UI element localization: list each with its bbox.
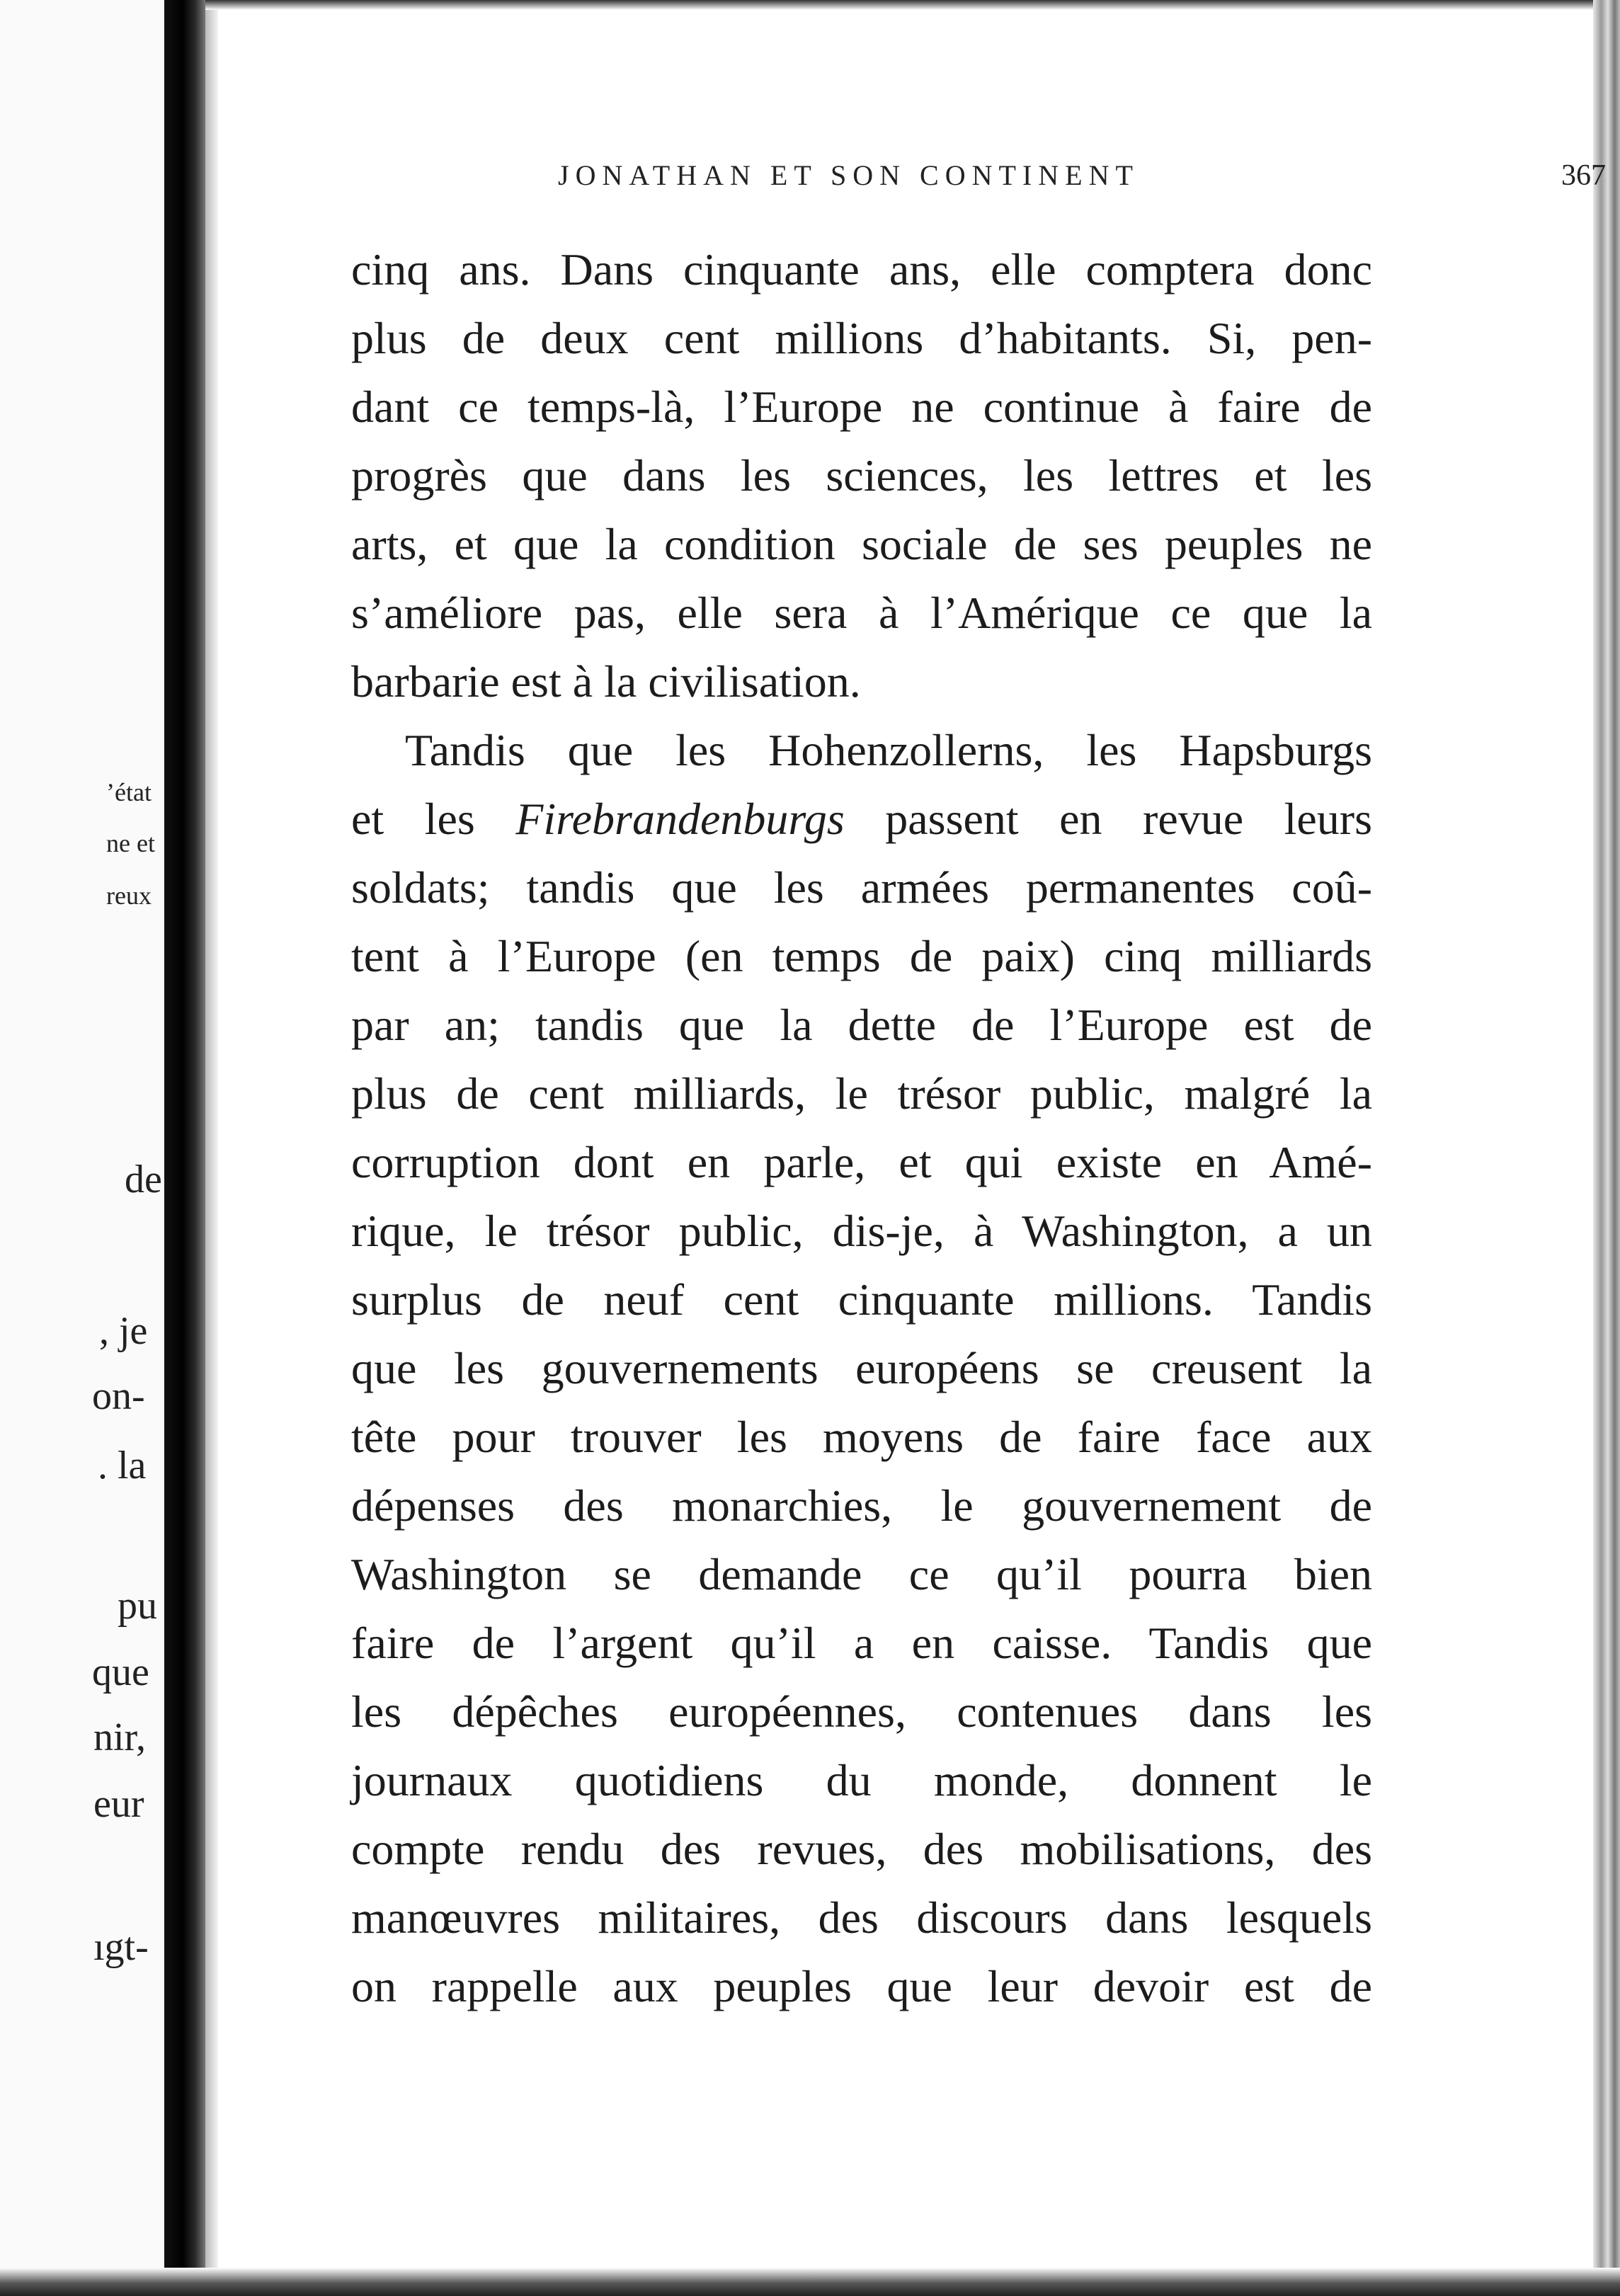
left-fragment: ’état — [106, 778, 152, 806]
book-gutter — [164, 0, 205, 2296]
text-line: progrès que dans les sciences, les lettres et les — [351, 450, 1372, 501]
text-line: dépenses des monarchies, le gouvernement de — [351, 1480, 1372, 1531]
right-page-edge — [1593, 0, 1620, 2296]
gutter-edge — [205, 0, 218, 2296]
left-fragment: de — [125, 1158, 162, 1201]
text-line: s’améliore pas, elle sera à l’Amérique ce que la — [351, 588, 1372, 638]
left-fragment: , je — [99, 1309, 148, 1353]
text-line: rique, le trésor public, dis-je, à Washington, a un — [351, 1206, 1372, 1256]
text-line: surplus de neuf cent cinquante millions. Tandis — [351, 1274, 1372, 1325]
left-fragment: pu — [118, 1584, 157, 1628]
text-segment: et les — [351, 794, 516, 844]
left-fragment: ne et — [106, 829, 155, 857]
left-fragment: nir, — [93, 1715, 146, 1759]
text-line: Washington se demande ce qu’il pourra bien — [351, 1549, 1372, 1599]
text-line-paragraph-end: barbarie est à la civilisation. — [351, 656, 861, 707]
text-line: tent à l’Europe (en temps de paix) cinq milliards — [351, 931, 1372, 981]
book-page — [218, 10, 1606, 2268]
left-fragment: eur — [93, 1782, 144, 1826]
top-page-edge — [205, 0, 1620, 10]
body-text — [351, 235, 1372, 2021]
text-line: on rappelle aux peuples que leur devoir est de — [351, 1961, 1372, 2011]
running-title: JONATHAN ET SON CONTINENT — [558, 159, 1139, 191]
left-fragment: reux — [106, 881, 152, 910]
italic-term: Firebrandenburgs — [515, 794, 845, 844]
text-line: par an; tandis que la dette de l’Europe est de — [351, 1000, 1372, 1050]
left-fragment: que — [92, 1650, 149, 1694]
text-line: plus de cent milliards, le trésor public, malgré la — [351, 1068, 1372, 1119]
text-line: tête pour trouver les moyens de faire face aux — [351, 1412, 1372, 1462]
text-line — [351, 784, 1372, 853]
text-segment: passent en revue leurs — [844, 794, 1372, 844]
text-line: journaux quotidiens du monde, donnent le — [351, 1755, 1372, 1805]
text-line: dant ce temps-là, l’Europe ne continue à faire de — [351, 382, 1372, 432]
bottom-page-edge — [0, 2268, 1620, 2296]
text-line: cinq ans. Dans cinquante ans, elle comptera donc — [351, 244, 1372, 295]
text-line: faire de l’argent qu’il a en caisse. Tandis que — [351, 1618, 1372, 1668]
left-fragment: . la — [98, 1444, 147, 1487]
text-line: arts, et que la condition sociale de ses peuples ne — [351, 519, 1372, 569]
left-fragment: ıgt- — [93, 1925, 149, 1969]
left-fragment: on- — [92, 1374, 145, 1418]
left-facing-page — [0, 0, 164, 2296]
text-line: corruption dont en parle, et qui existe en Amé- — [351, 1137, 1372, 1187]
page-number: 367 — [1561, 159, 1606, 192]
text-line: plus de deux cent millions d’habitants. Si, pen- — [351, 313, 1372, 363]
text-line-paragraph-start: Tandis que les Hohenzollerns, les Hapsburgs — [405, 725, 1372, 775]
text-line: compte rendu des revues, des mobilisations, des — [351, 1824, 1372, 1874]
text-line: manœuvres militaires, des discours dans lesquels — [351, 1892, 1372, 1943]
text-line: les dépêches européennes, contenues dans les — [351, 1686, 1372, 1737]
running-head — [558, 159, 1606, 201]
text-line: que les gouvernements européens se creusent la — [351, 1343, 1372, 1393]
text-line: soldats; tandis que les armées permanentes coû- — [351, 862, 1372, 913]
